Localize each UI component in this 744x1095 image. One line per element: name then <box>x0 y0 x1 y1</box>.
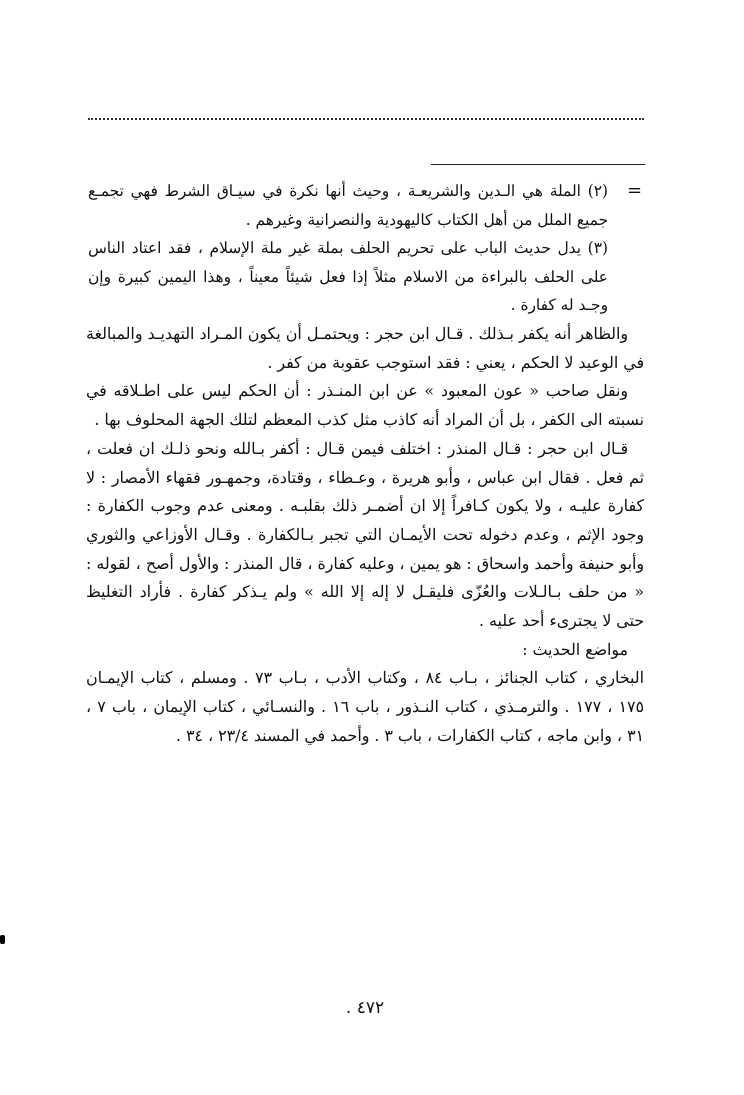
paragraph-sources: البخاري ، كتاب الجنائز ، بـاب ٨٤ ، وكتاب الأدب ، بـاب ٧٣ . ومسلم ، كتاب الإيمـان ١٧٥ ، ١٧٧ . والترمـذي ، كتاب النـذور ، باب ١٦ . والنسـائي ، كتاب الإيمان ، باب ٧ ، ٣١ ، وابن ماجه ، كتاب الكفارات ، باب ٣ . وأحمد في المسند ٢٣/٤ ، ٣٤ . <box>86 668 644 745</box>
dotted-separator <box>88 118 644 120</box>
footnote-rule <box>431 164 645 165</box>
paragraph-3: قـال ابن حجر : قـال المنذر : اختلف فيمن قـال : أكفر بـالله ونحو ذلـك ان فعلت ، ثم فعل . فقال ابن عباس ، وأبو هريرة ، وعـطاء ، وقتادة، وجمهـور فقهاء الأمصار : لا كفارة عليـه ، ولا يكون كـافراً إلا ان أضمـر ذلك بقلبـه . ومعنى عدم وجوب الكفارة : وجود الإثم ، وعدم دخوله تحت الأيمـان التي تجبر بـالكفارة . وقـال الأوزاعي والثوري وأبو حنيفة وأحمد واسحاق : هو يمين ، وعليه كفارة ، قال المنذر : والأول أصح ، لقوله : « من حلف بـالـلات والعُزّى فليقـل لا إله إلا الله » ولم يـذكر كفارة . فأراد التغليظ حتى لا يجترىء أحد عليه . <box>86 438 644 631</box>
scan-edge-mark <box>0 935 5 944</box>
section-heading: مواضع الحديث : <box>522 639 628 659</box>
continuation-mark: = <box>627 180 643 201</box>
body-text <box>86 320 644 751</box>
paragraph-1: والظاهر أنه يكفر بـذلك . قـال ابن حجر : ويحتمـل أن يكون المـراد التهديـد والمبالغة في الوعيد لا الحكم ، يعني : فقد استوجب عقوبة من كفر . <box>86 324 644 372</box>
footnote-2: (٢) الملة هي الـدين والشريعـة ، وحيث أنها نكرة في سيـاق الشرط فهي تجمـع جميع الملل من أهل الكتاب كاليهودية والنصرانية وغيرهم . <box>88 182 608 229</box>
footnotes-block <box>88 177 608 320</box>
page-number: ٤٧٢ . <box>345 998 385 1018</box>
paragraph-2: ونقل صاحب « عون المعبود » عن ابن المنـذر : أن الحكم ليس على اطـلاقه في نسبته الى الكفر ، بل أن المراد أنه كاذب مثل كذب المعظم لتلك الجهة المحلوف بها . <box>86 381 644 430</box>
footnote-3: (٣) يدل حديث الباب على تحريم الحلف بملة غير ملة الإسلام ، فقد اعتاد الناس على الحلف بالبراءة من الاسلام مثلاً إذا فعل شيئاً معيناً ، وهذا اليمين كبيرة وإن وجـد له كفارة . <box>88 239 608 315</box>
